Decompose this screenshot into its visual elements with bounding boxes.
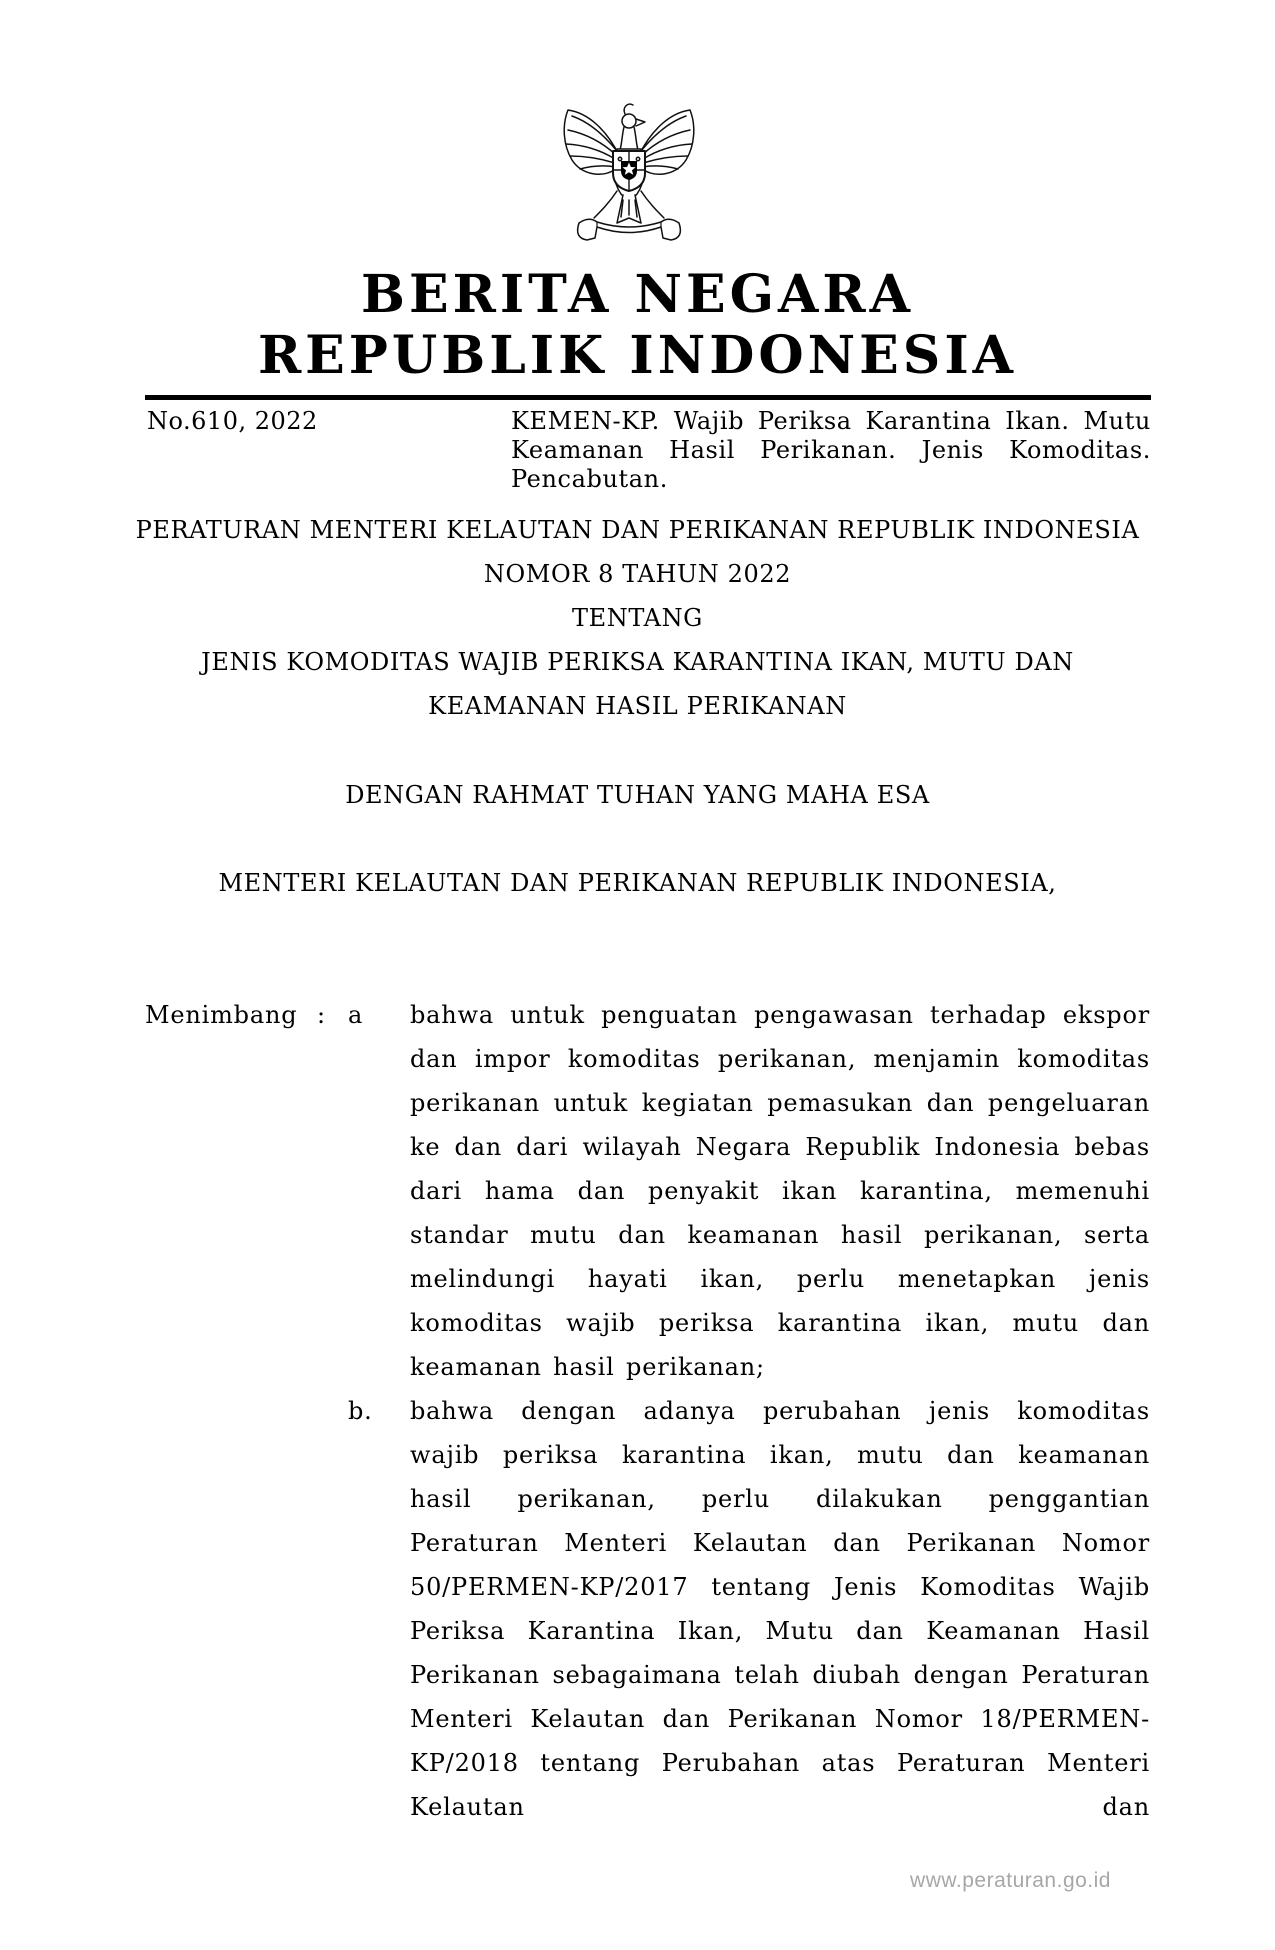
consideration-item-a [145, 993, 1150, 1389]
considerations-label: Menimbang [145, 1001, 298, 1029]
gazette-abstract: KEMEN-KP. Wajib Periksa Karantina Ikan. Mutu Keamanan Hasil Perikanan. Jenis Komoditas. Pencabutan. [511, 407, 1151, 493]
consideration-text-a: bahwa untuk penguatan pengawasan terhadap ekspor dan impor komoditas perikanan, menjamin komoditas perikanan untuk kegiatan pemasukan dan pengeluaran ke dan dari wilayah Negara Republik Indonesia bebas dari hama dan penyakit ikan karantina, memenuhi standar mutu dan keamanan hasil perikanan, serta melindungi hayati ikan, perlu menetapkan jenis komoditas wajib periksa karantina ikan, mutu dan keamanan hasil perikanan; [410, 1001, 1150, 1381]
considerations-section [145, 993, 1150, 1829]
consideration-item-b [348, 1389, 1150, 1829]
regulation-title-line-2: NOMOR 8 TAHUN 2022 [483, 560, 792, 588]
regulation-title [0, 508, 1275, 728]
regulation-title-line-4: JENIS KOMODITAS WAJIB PERIKSA KARANTINA IKAN, MUTU DAN [201, 648, 1074, 676]
header-rule [145, 395, 1151, 400]
regulation-title-line-1: PERATURAN MENTERI KELAUTAN DAN PERIKANAN REPUBLIK INDONESIA [135, 516, 1140, 544]
masthead-title-line1: BERITA NEGARA [361, 264, 914, 325]
invocation-line: DENGAN RAHMAT TUHAN YANG MAHA ESA [345, 781, 930, 809]
considerations-colon: : [317, 1001, 326, 1029]
consideration-marker-b: b. [348, 1397, 373, 1425]
regulation-title-line-3: TENTANG [572, 604, 703, 632]
consideration-text-b: bahwa dengan adanya perubahan jenis komoditas wajib periksa karantina ikan, mutu dan keamanan hasil perikanan, perlu dilakukan penggantian Peraturan Menteri Kelautan dan Perikanan Nomor 50/PERMEN-KP/2017 tentang Jenis Komoditas Wajib Periksa Karantina Ikan, Mutu dan Keamanan Hasil Perikanan sebagaimana telah diubah dengan Peraturan Menteri Kelautan dan Perikanan Nomor 18/PERMEN-KP/2018 tentang Perubahan atas Peraturan Menteri Kelautan dan [410, 1397, 1150, 1821]
gazette-number: No.610, 2022 [147, 407, 318, 435]
consideration-marker-a: a [348, 1001, 364, 1029]
garuda-pancasila-icon [559, 95, 699, 263]
masthead [0, 264, 1275, 386]
masthead-title-line2: REPUBLIK INDONESIA [257, 325, 1018, 386]
regulation-title-line-5: KEAMANAN HASIL PERIKANAN [428, 692, 847, 720]
authority-line: MENTERI KELAUTAN DAN PERIKANAN REPUBLIK INDONESIA, [218, 869, 1057, 897]
watermark-url: www.peraturan.go.id [910, 1869, 1111, 1892]
